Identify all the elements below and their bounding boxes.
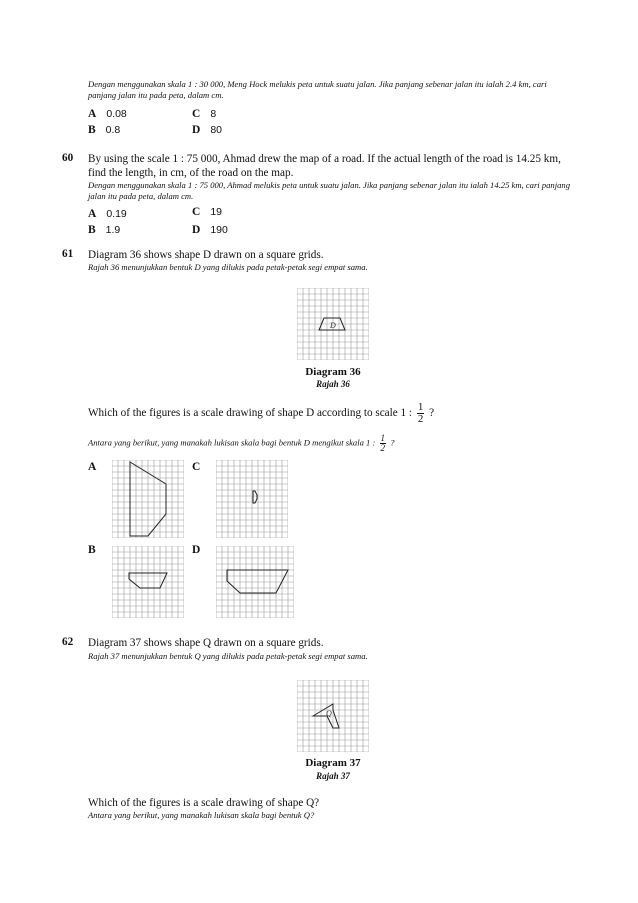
q60-option-d[interactable] <box>192 220 228 238</box>
q62-number: 62 <box>62 636 74 648</box>
q61-option-c-grid[interactable] <box>216 460 288 538</box>
q61-option-a-label[interactable]: A <box>88 461 97 473</box>
q62-text-en: Diagram 37 shows shape Q drawn on a square grids. <box>88 637 324 649</box>
q60-number: 60 <box>62 152 74 164</box>
q59-option-d[interactable] <box>192 120 222 138</box>
q62-text-ms: Rajah 37 menunjukkan bentuk Q yang dilukis pada petak-petak segi empat sama. <box>88 651 368 661</box>
q61-option-b-label[interactable]: B <box>88 544 96 556</box>
q59-option-b[interactable] <box>88 120 120 138</box>
diagram-36-grid <box>297 288 369 360</box>
fraction-numerator: 1 <box>380 433 386 443</box>
option-letter: B <box>88 124 96 136</box>
q61-text-en: Diagram 36 shows shape D drawn on a square grids. <box>88 249 324 261</box>
q60-text-ms: Dengan menggunakan skala 1 : 75 000, Ahmad melukis peta untuk suatu jalan. Jika panjang sebenar jalan itu ialah 14.25 km, cari panjang jalan itu pada peta, dalam cm. <box>88 180 570 201</box>
option-letter: C <box>192 108 201 120</box>
option-letter: C <box>192 206 201 218</box>
fraction-denominator: 2 <box>417 413 424 425</box>
shape-q-label: Q <box>326 709 332 718</box>
diagram-37-caption: Diagram 37 <box>305 757 361 769</box>
q61-option-d-label[interactable]: D <box>192 544 201 556</box>
q61-option-a-grid[interactable] <box>112 460 184 538</box>
option-letter: A <box>88 108 97 120</box>
question-text: Antara yang berikut, yang manakah lukisan skala bagi bentuk D mengikut skala 1 : <box>88 437 376 448</box>
option-d-shape <box>227 570 288 593</box>
diagram-37-grid <box>297 680 369 752</box>
option-letter: D <box>192 124 201 136</box>
option-value: 0.08 <box>106 108 127 120</box>
option-letter: D <box>192 224 201 236</box>
q61-option-c-label[interactable]: C <box>192 461 201 473</box>
q61-question-en <box>88 402 434 425</box>
shape-d-label: D <box>330 321 336 330</box>
q62-question-en: Which of the figures is a scale drawing of shape Q? <box>88 797 320 809</box>
q61-text-ms: Rajah 36 menunjukkan bentuk D yang dilukis pada petak-petak segi empat sama. <box>88 262 368 272</box>
q61-option-b-grid[interactable] <box>112 546 184 618</box>
fraction-numerator: 1 <box>417 401 424 413</box>
option-value: 0.19 <box>106 208 127 220</box>
option-value: 80 <box>210 124 222 136</box>
option-value: 1.9 <box>105 224 121 236</box>
q62-question-ms: Antara yang berikut, yang manakah lukisan skala bagi bentuk Q? <box>88 810 315 820</box>
diagram-36-caption-ms: Rajah 36 <box>316 379 350 389</box>
option-c-shape <box>253 491 257 503</box>
option-value: 0.8 <box>105 124 121 136</box>
option-letter: B <box>88 224 96 236</box>
option-value: 19 <box>210 206 222 218</box>
scale-fraction <box>417 402 425 425</box>
question-mark: ? <box>429 407 435 420</box>
q61-option-d-grid[interactable] <box>216 546 294 618</box>
q61-question-ms <box>88 434 394 453</box>
diagram-36-caption: Diagram 36 <box>305 366 361 378</box>
option-value: 8 <box>210 108 217 120</box>
diagram-37-caption-ms: Rajah 37 <box>316 771 350 781</box>
q61-number: 61 <box>62 248 74 260</box>
option-value: 190 <box>210 224 228 236</box>
option-letter: A <box>88 208 97 220</box>
q60-text-en: By using the scale 1 : 75 000, Ahmad drew the map of a road. If the actual length of the road is 14.25 km, find the length, in cm, of the road on the map. <box>88 153 561 179</box>
question-mark: ? <box>390 437 395 448</box>
fraction-denominator: 2 <box>380 443 386 453</box>
q59-text-ms: Dengan menggunakan skala 1 : 30 000, Meng Hock melukis peta untuk suatu jalan. Jika panjang sebenar jalan itu ialah 2.4 km, cari panjang jalan itu pada peta, dalam cm. <box>88 79 547 100</box>
q60-option-c[interactable] <box>192 202 222 220</box>
q60-option-b[interactable] <box>88 220 120 238</box>
scale-fraction <box>380 434 387 453</box>
question-text: Which of the figures is a scale drawing of shape D according to scale 1 : <box>88 407 413 420</box>
